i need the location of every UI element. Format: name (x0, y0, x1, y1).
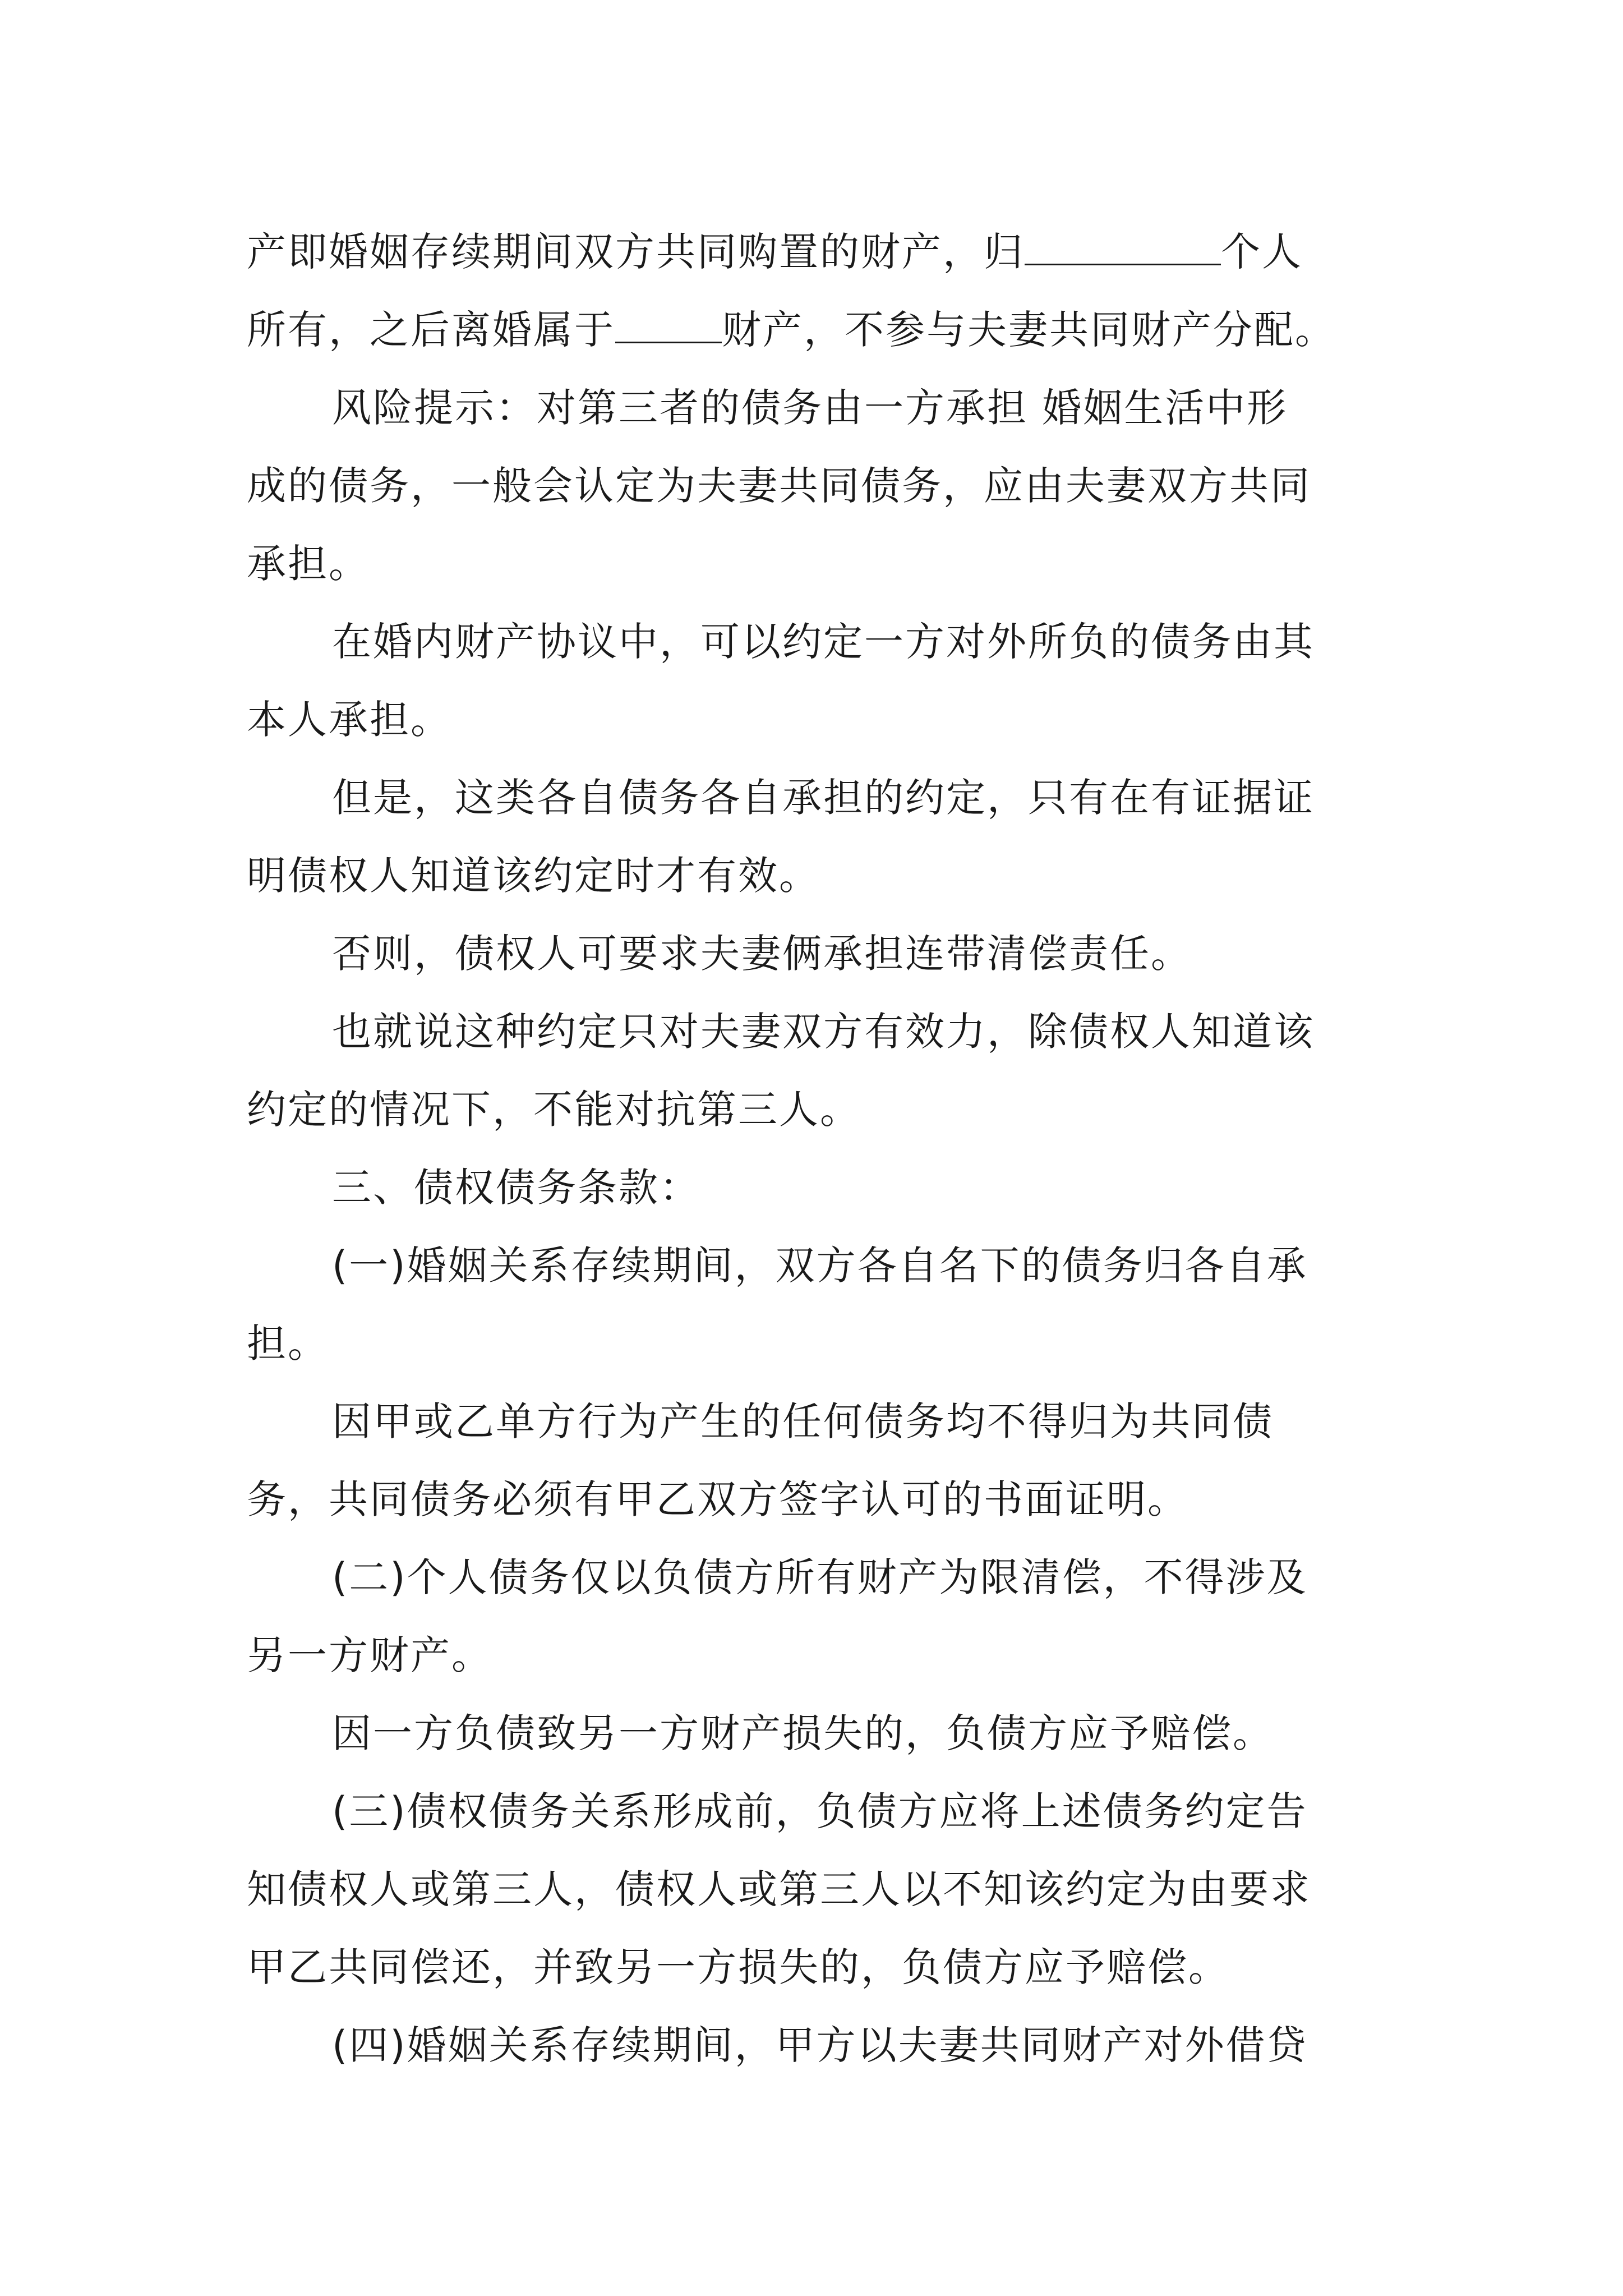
text-line: (四)婚姻关系存续期间，甲方以夫妻共同财产对外借贷 (332, 2022, 1308, 2068)
text-line: 但是，这类各自债务各自承担的约定，只有在有证据证 (332, 775, 1315, 821)
text-line: (二)个人债务仅以负债方所有财产为限清偿，不得涉及 (332, 1554, 1308, 1600)
text-line: 另一方财产。 (247, 1632, 492, 1678)
document-body (247, 213, 1380, 2085)
text-line: 甲乙共同偿还，并致另一方损失的，负债方应予赔偿。 (247, 1944, 1229, 1990)
fill-in-blank (615, 309, 722, 343)
text-line: 承担。 (247, 541, 370, 587)
text-line: 明债权人知道该约定时才有效。 (247, 853, 820, 899)
text-line: 成的债务，一般会认定为夫妻共同债务，应由夫妻双方共同 (247, 463, 1311, 509)
text-line (247, 291, 1380, 369)
fill-in-blank (1025, 231, 1221, 265)
text-segment: 所有，之后离婚属于 (247, 307, 615, 353)
text-line (247, 213, 1380, 291)
text-line: 风险提示：对第三者的债务由一方承担 婚姻生活中形 (332, 385, 1288, 431)
text-segment: 个人 (1221, 229, 1303, 275)
text-line: 也就说这种约定只对夫妻双方有效力，除债权人知道该 (332, 1009, 1315, 1055)
text-segment: 财产，不参与夫妻共同财产分配。 (722, 307, 1336, 353)
text-line: 担。 (247, 1320, 329, 1366)
text-line: 约定的情况下，不能对抗第三人。 (247, 1087, 861, 1133)
text-line: 本人承担。 (247, 697, 451, 743)
text-line: 在婚内财产协议中，可以约定一方对外所负的债务由其 (332, 619, 1315, 665)
text-line: (一)婚姻关系存续期间，双方各自名下的债务归各自承 (332, 1243, 1308, 1289)
text-segment: 产即婚姻存续期间双方共同购置的财产，归 (247, 229, 1025, 275)
text-line: 因甲或乙单方行为产生的任何债务均不得归为共同债 (332, 1398, 1274, 1444)
text-line: 知债权人或第三人，债权人或第三人以不知该约定为由要求 (247, 1866, 1311, 1912)
text-line: 否则，债权人可要求夫妻俩承担连带清偿责任。 (332, 931, 1192, 977)
text-line: 因一方负债致另一方财产损失的，负债方应予赔偿。 (332, 1710, 1274, 1756)
section-heading: 三、债权债务条款： (332, 1165, 700, 1211)
text-line: (三)债权债务关系形成前，负债方应将上述债务约定告 (332, 1788, 1308, 1834)
text-line: 务，共同债务必须有甲乙双方签字认可的书面证明。 (247, 1476, 1188, 1522)
